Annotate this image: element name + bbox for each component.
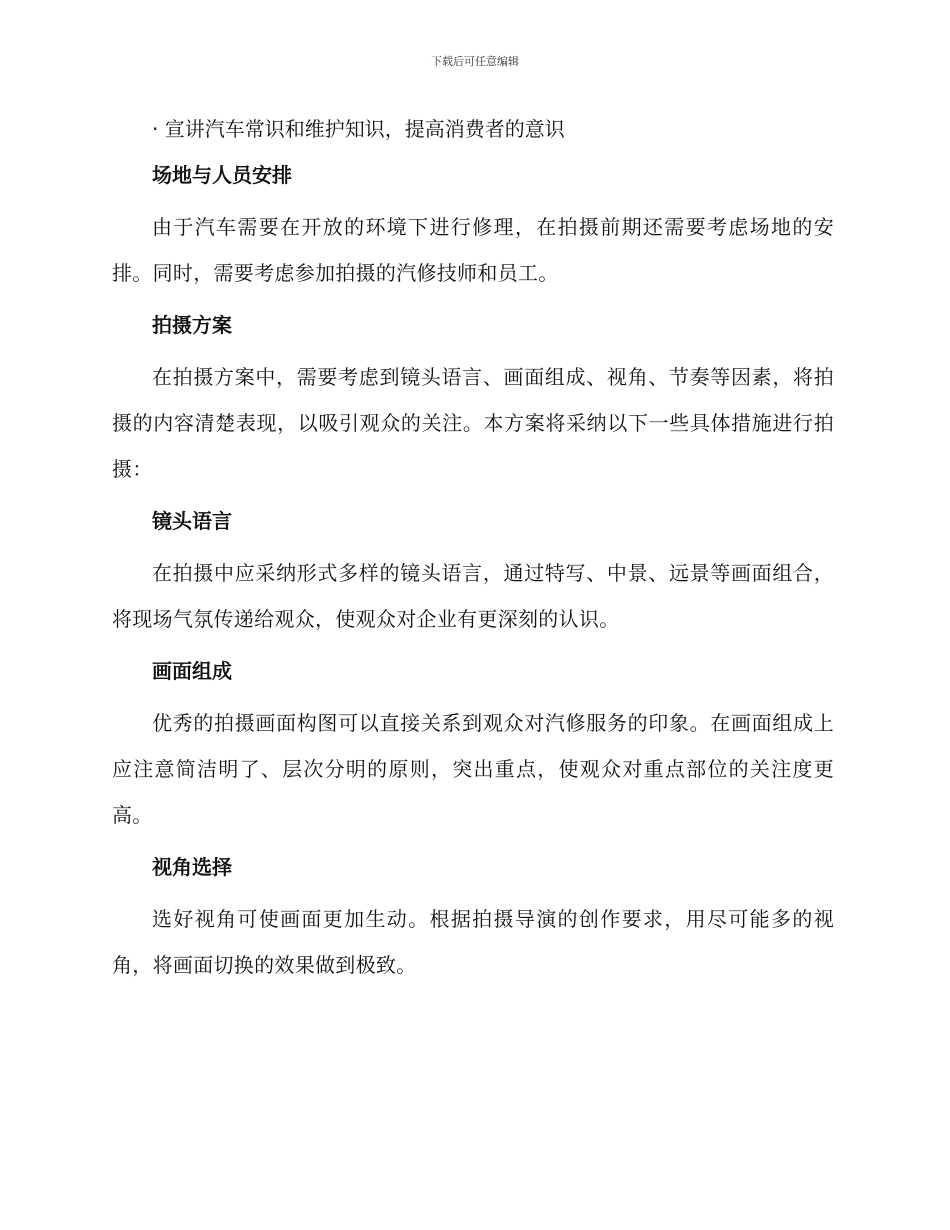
section-paragraph-viewpoint: 选好视角可使画面更加生动。根据拍摄导演的创作要求，用尽可能多的视角，将画面切换的效果做到极致。 — [112, 907, 834, 977]
section-paragraph-venue: 由于汽车需要在开放的环境下进行修理，在拍摄前期还需要考虑场地的安排。同时，需要考虑参加拍摄的汽修技师和员工。 — [112, 215, 834, 285]
section-paragraph-composition: 优秀的拍摄画面构图可以直接关系到观众对汽修服务的印象。在画面组成上应注意简洁明了、层次分明的原则，突出重点，使观众对重点部位的关注度更高。 — [112, 711, 834, 827]
section-heading-viewpoint: 视角选择 — [152, 855, 232, 879]
section-heading-composition: 画面组成 — [152, 659, 232, 683]
bullet-item: · 宣讲汽车常识和维护知识，提高消费者的意识 — [152, 117, 565, 141]
section-heading-lens-language: 镜头语言 — [152, 509, 232, 533]
section-heading-venue: 场地与人员安排 — [152, 163, 292, 187]
section-heading-shooting-plan: 拍摄方案 — [152, 313, 232, 337]
section-paragraph-lens-language: 在拍摄中应采纳形式多样的镜头语言，通过特写、中景、远景等画面组合，将现场气氛传递给观众，使观众对企业有更深刻的认识。 — [112, 561, 834, 631]
document-body — [112, 112, 834, 988]
page-header-note: 下载后可任意编辑 — [431, 55, 519, 68]
section-paragraph-shooting-plan: 在拍摄方案中，需要考虑到镜头语言、画面组成、视角、节奏等因素，将拍摄的内容清楚表现，以吸引观众的关注。本方案将采纳以下一些具体措施进行拍摄： — [112, 365, 834, 481]
